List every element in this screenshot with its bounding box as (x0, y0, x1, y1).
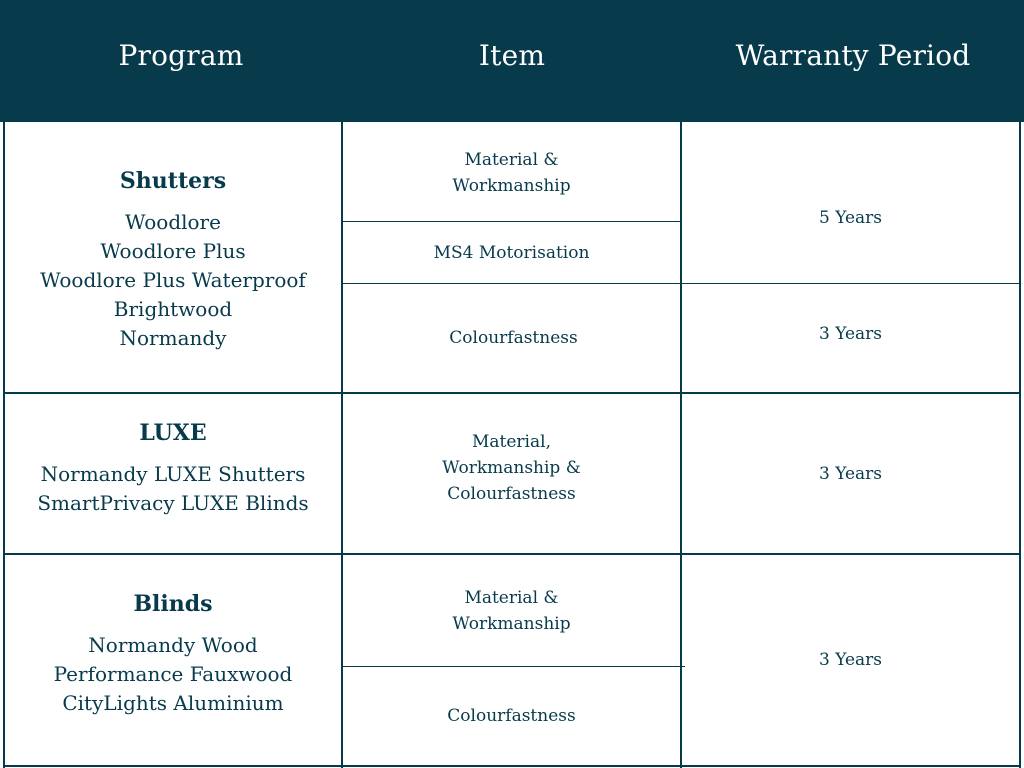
border-right (1019, 122, 1021, 768)
item-text: Colourfastness (447, 706, 576, 726)
program-item: SmartPrivacy LUXE Blinds (37, 490, 309, 515)
item-cell (343, 667, 680, 765)
warranty-cell (682, 284, 1019, 384)
warranty-text: 3 Years (818, 650, 882, 670)
item-text: MS4 Motorisation (433, 242, 590, 263)
program-cell-shutters (5, 122, 341, 392)
program-item: Woodlore (125, 209, 221, 234)
program-item: Normandy LUXE Shutters (40, 461, 306, 486)
program-item: Normandy (119, 325, 227, 350)
item-cell (343, 124, 680, 221)
program-item: Performance Fauxwood (53, 661, 293, 686)
program-item: CityLights Aluminium (62, 690, 284, 715)
program-item: Woodlore Plus Waterproof (40, 267, 306, 292)
program-cell-luxe (5, 394, 341, 553)
program-item: Woodlore Plus (100, 238, 246, 263)
program-title: Shutters (119, 167, 227, 194)
border-bottom (3, 765, 1021, 767)
program-cell-blinds (5, 555, 341, 765)
item-text: Colourfastness (449, 328, 578, 348)
item-cell (343, 394, 680, 553)
item-cell (343, 284, 684, 392)
warranty-cell (682, 555, 1019, 765)
header-item: Item (478, 38, 546, 72)
warranty-cell (682, 152, 1019, 283)
program-title: Blinds (133, 590, 213, 617)
program-item: Brightwood (113, 296, 233, 321)
warranty-text: 3 Years (818, 463, 882, 484)
program-item: Normandy Wood (88, 632, 258, 657)
item-text: Material, Workmanship & Colourfastness (442, 431, 581, 504)
item-text: Material & Workmanship (452, 587, 571, 634)
header-warranty-period: Warranty Period (735, 38, 971, 72)
item-cell (343, 555, 680, 666)
item-text: Material & Workmanship (452, 149, 571, 196)
warranty-text: 3 Years (818, 324, 882, 344)
warranty-cell (682, 394, 1019, 553)
header-program: Program (118, 38, 244, 72)
warranty-text: 5 Years (818, 207, 882, 228)
item-cell (343, 222, 680, 283)
program-title: LUXE (139, 419, 207, 446)
